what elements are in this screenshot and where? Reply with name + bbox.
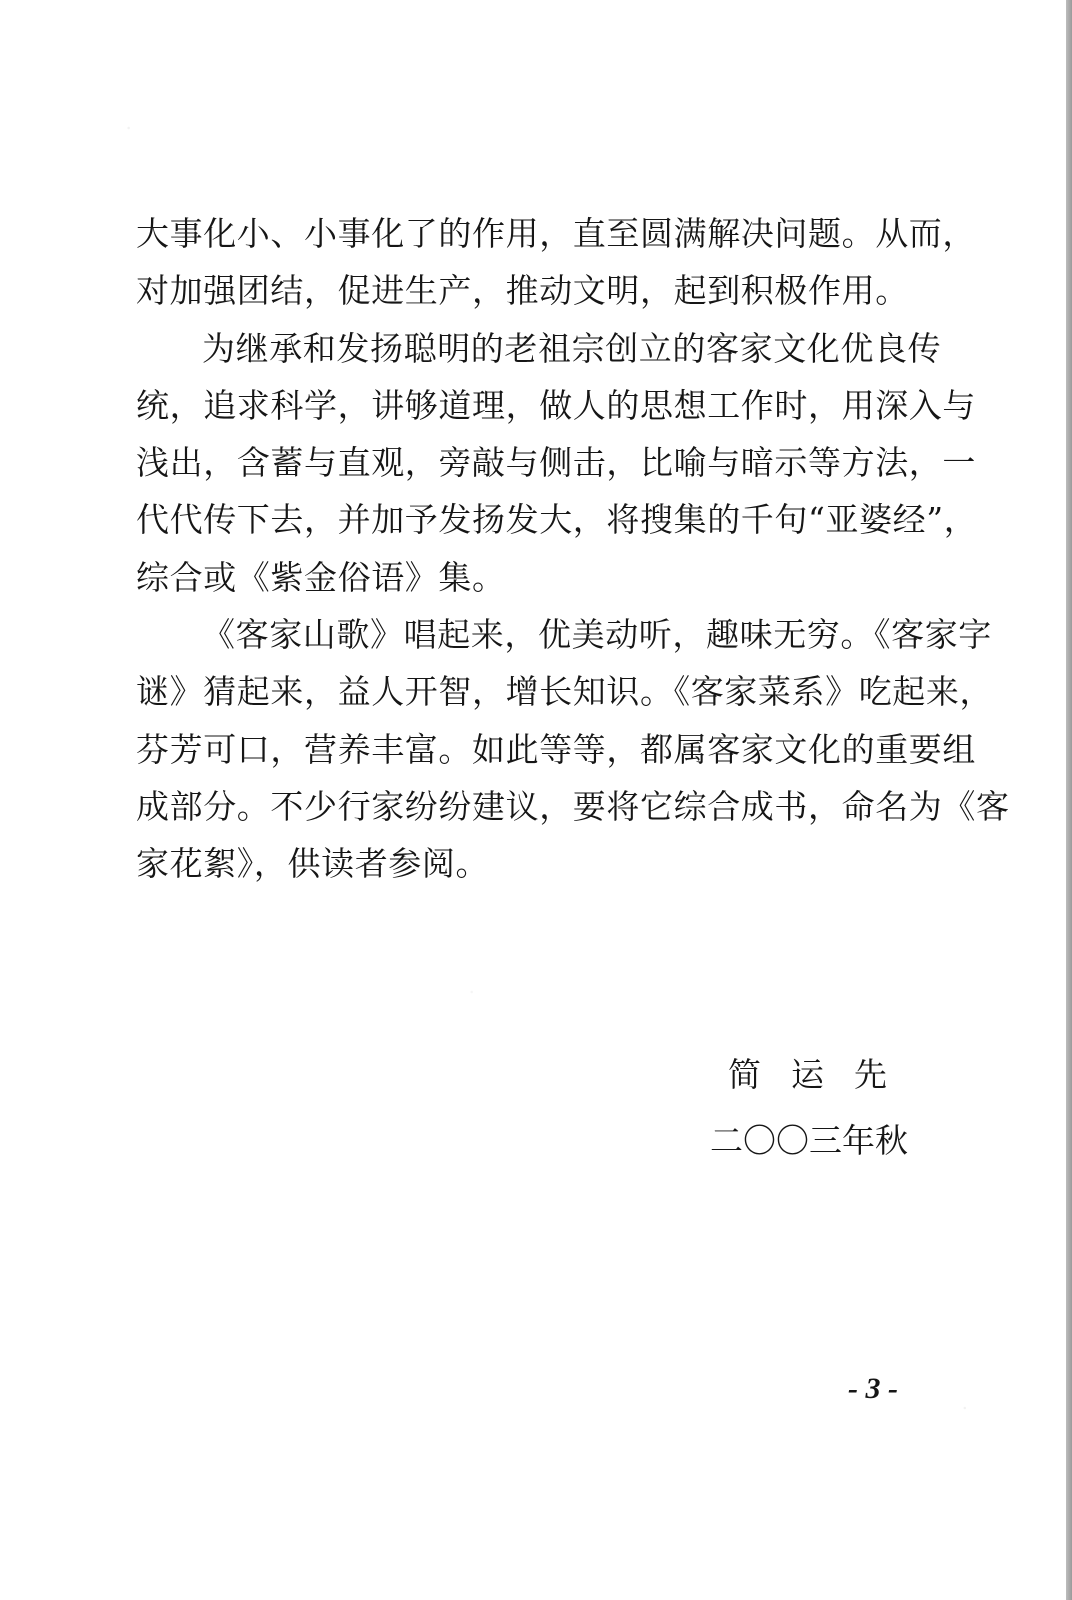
author-name: 简运先	[728, 1055, 917, 1094]
text-line: 成部分。不少行家纷纷建议，要将它综合成书，命名为《客	[136, 786, 1010, 826]
text-line: 综合或《紫金俗语》集。	[136, 557, 506, 597]
signature-date: 二〇〇三年秋	[710, 1121, 908, 1160]
text-line: 浅出，含蓄与直观，旁敲与侧击，比喻与暗示等方法，一	[136, 443, 976, 483]
text-line: 对加强团结，促进生产，推动文明，起到积极作用。	[136, 271, 909, 311]
text-line: 统，追求科学，讲够道理，做人的思想工作时，用深入与	[136, 385, 976, 425]
signature-block	[710, 1050, 950, 1166]
text-line-paragraph-start: 《客家山歌》唱起来，优美动听，趣味无穷。《客家字	[202, 615, 992, 655]
text-line: 大事化小、小事化了的作用，直至圆满解决问题。从而，	[136, 214, 976, 253]
body-text	[136, 205, 1010, 893]
page-number: - 3 -	[848, 1372, 898, 1405]
text-line-paragraph-start: 为继承和发扬聪明的老祖宗创立的客家文化优良传	[202, 328, 942, 368]
scan-edge	[1066, 0, 1072, 1600]
text-line: 代代传下去，并加予发扬发大，将搜集的千句“亚婆经”，	[136, 500, 978, 540]
text-line: 芬芳可口，营养丰富。如此等等，都属客家文化的重要组	[136, 729, 976, 769]
text-line: 谜》猜起来，益人开智，增长知识。《客家菜系》吃起来，	[136, 672, 994, 712]
text-line: 家花絮》，供读者参阅。	[136, 844, 490, 884]
